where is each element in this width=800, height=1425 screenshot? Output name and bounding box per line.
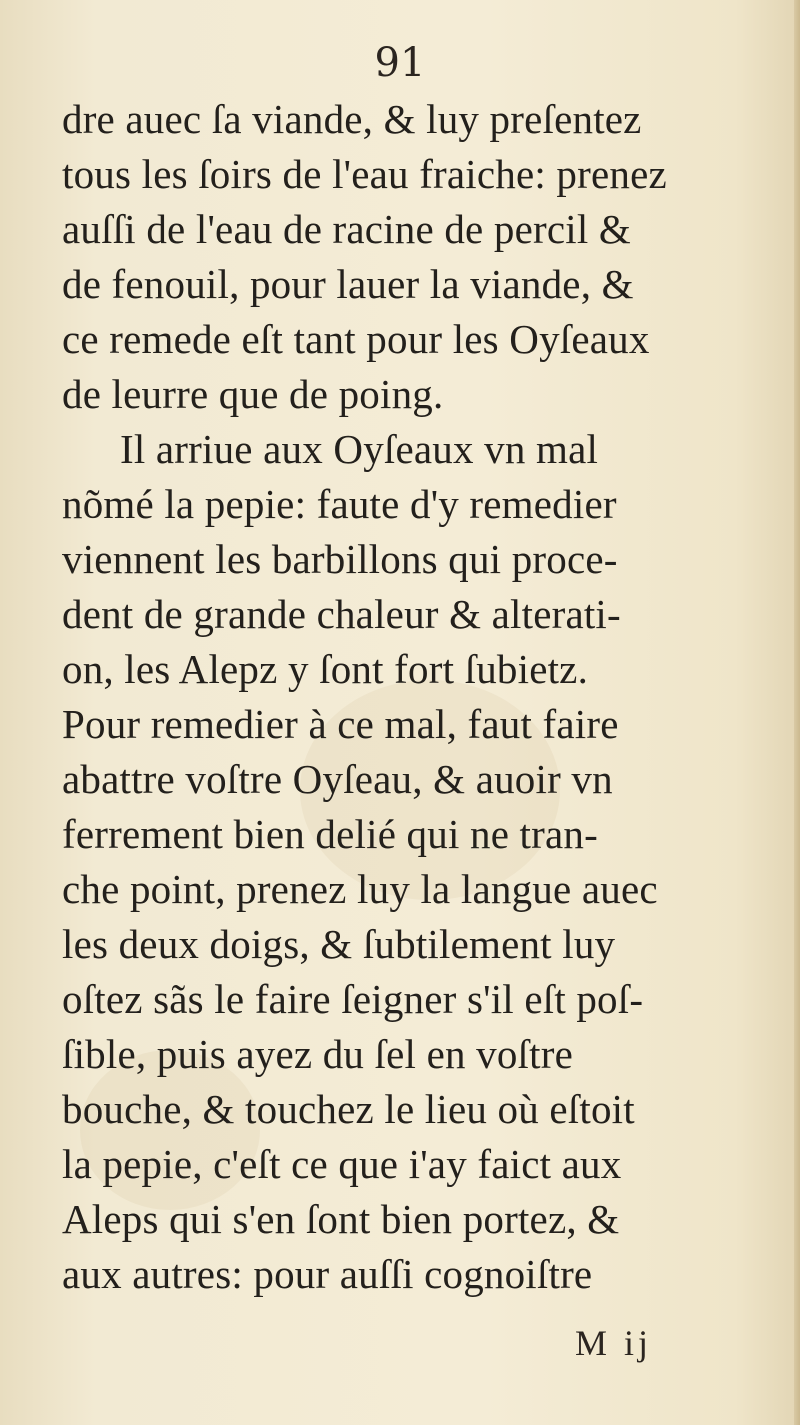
text-line: les deux doigs, & ſubtilement luy — [62, 921, 616, 967]
text-line: dent de grande chaleur & alterati- — [62, 591, 621, 637]
text-line: bouche, & touchez le lieu où eſtoit — [62, 1086, 635, 1132]
text-line: Aleps qui s'en ſont bien portez, & — [62, 1196, 620, 1242]
text-line: viennent les barbillons qui proce- — [62, 536, 618, 582]
text-line: oſtez sãs le faire ſeigner s'il eſt poſ- — [62, 976, 644, 1022]
text-line: de leurre que de poing. — [62, 371, 444, 417]
text-line: de fenouil, pour lauer la viande, & — [62, 261, 634, 307]
text-line: ce remede eſt tant pour les Oyſeaux — [62, 316, 650, 362]
text-line: dre auec ſa viande, & luy preſentez — [62, 96, 642, 142]
text-line: che point, prenez luy la langue auec — [62, 866, 658, 912]
text-line: on, les Alepz y ſont fort ſubietz. — [62, 646, 589, 692]
text-line: Pour remedier à ce mal, faut faire — [62, 701, 619, 747]
text-line: la pepie, c'eſt ce que i'ay faict aux — [62, 1141, 622, 1187]
text-line: abattre voſtre Oyſeau, & auoir vn — [62, 756, 613, 802]
page-number: 91 — [374, 40, 426, 86]
paragraph-start-line: Il arriue aux Oyſeaux vn mal — [120, 426, 599, 472]
body-text — [62, 92, 762, 1302]
text-line: aux autres: pour auſſi cognoiſtre — [62, 1251, 593, 1297]
text-line: ſible, puis ayez du ſel en voſtre — [62, 1031, 573, 1077]
text-line: nõmé la pepie: faute d'y remedier — [62, 481, 617, 527]
text-line: ferrement bien delié qui ne tran- — [62, 811, 598, 857]
text-line: auſſi de l'eau de racine de percil & — [62, 206, 631, 252]
page-edge — [794, 0, 800, 1425]
signature-mark: M ij — [575, 1323, 653, 1363]
text-line: tous les ſoirs de l'eau fraiche: prenez — [62, 151, 667, 197]
